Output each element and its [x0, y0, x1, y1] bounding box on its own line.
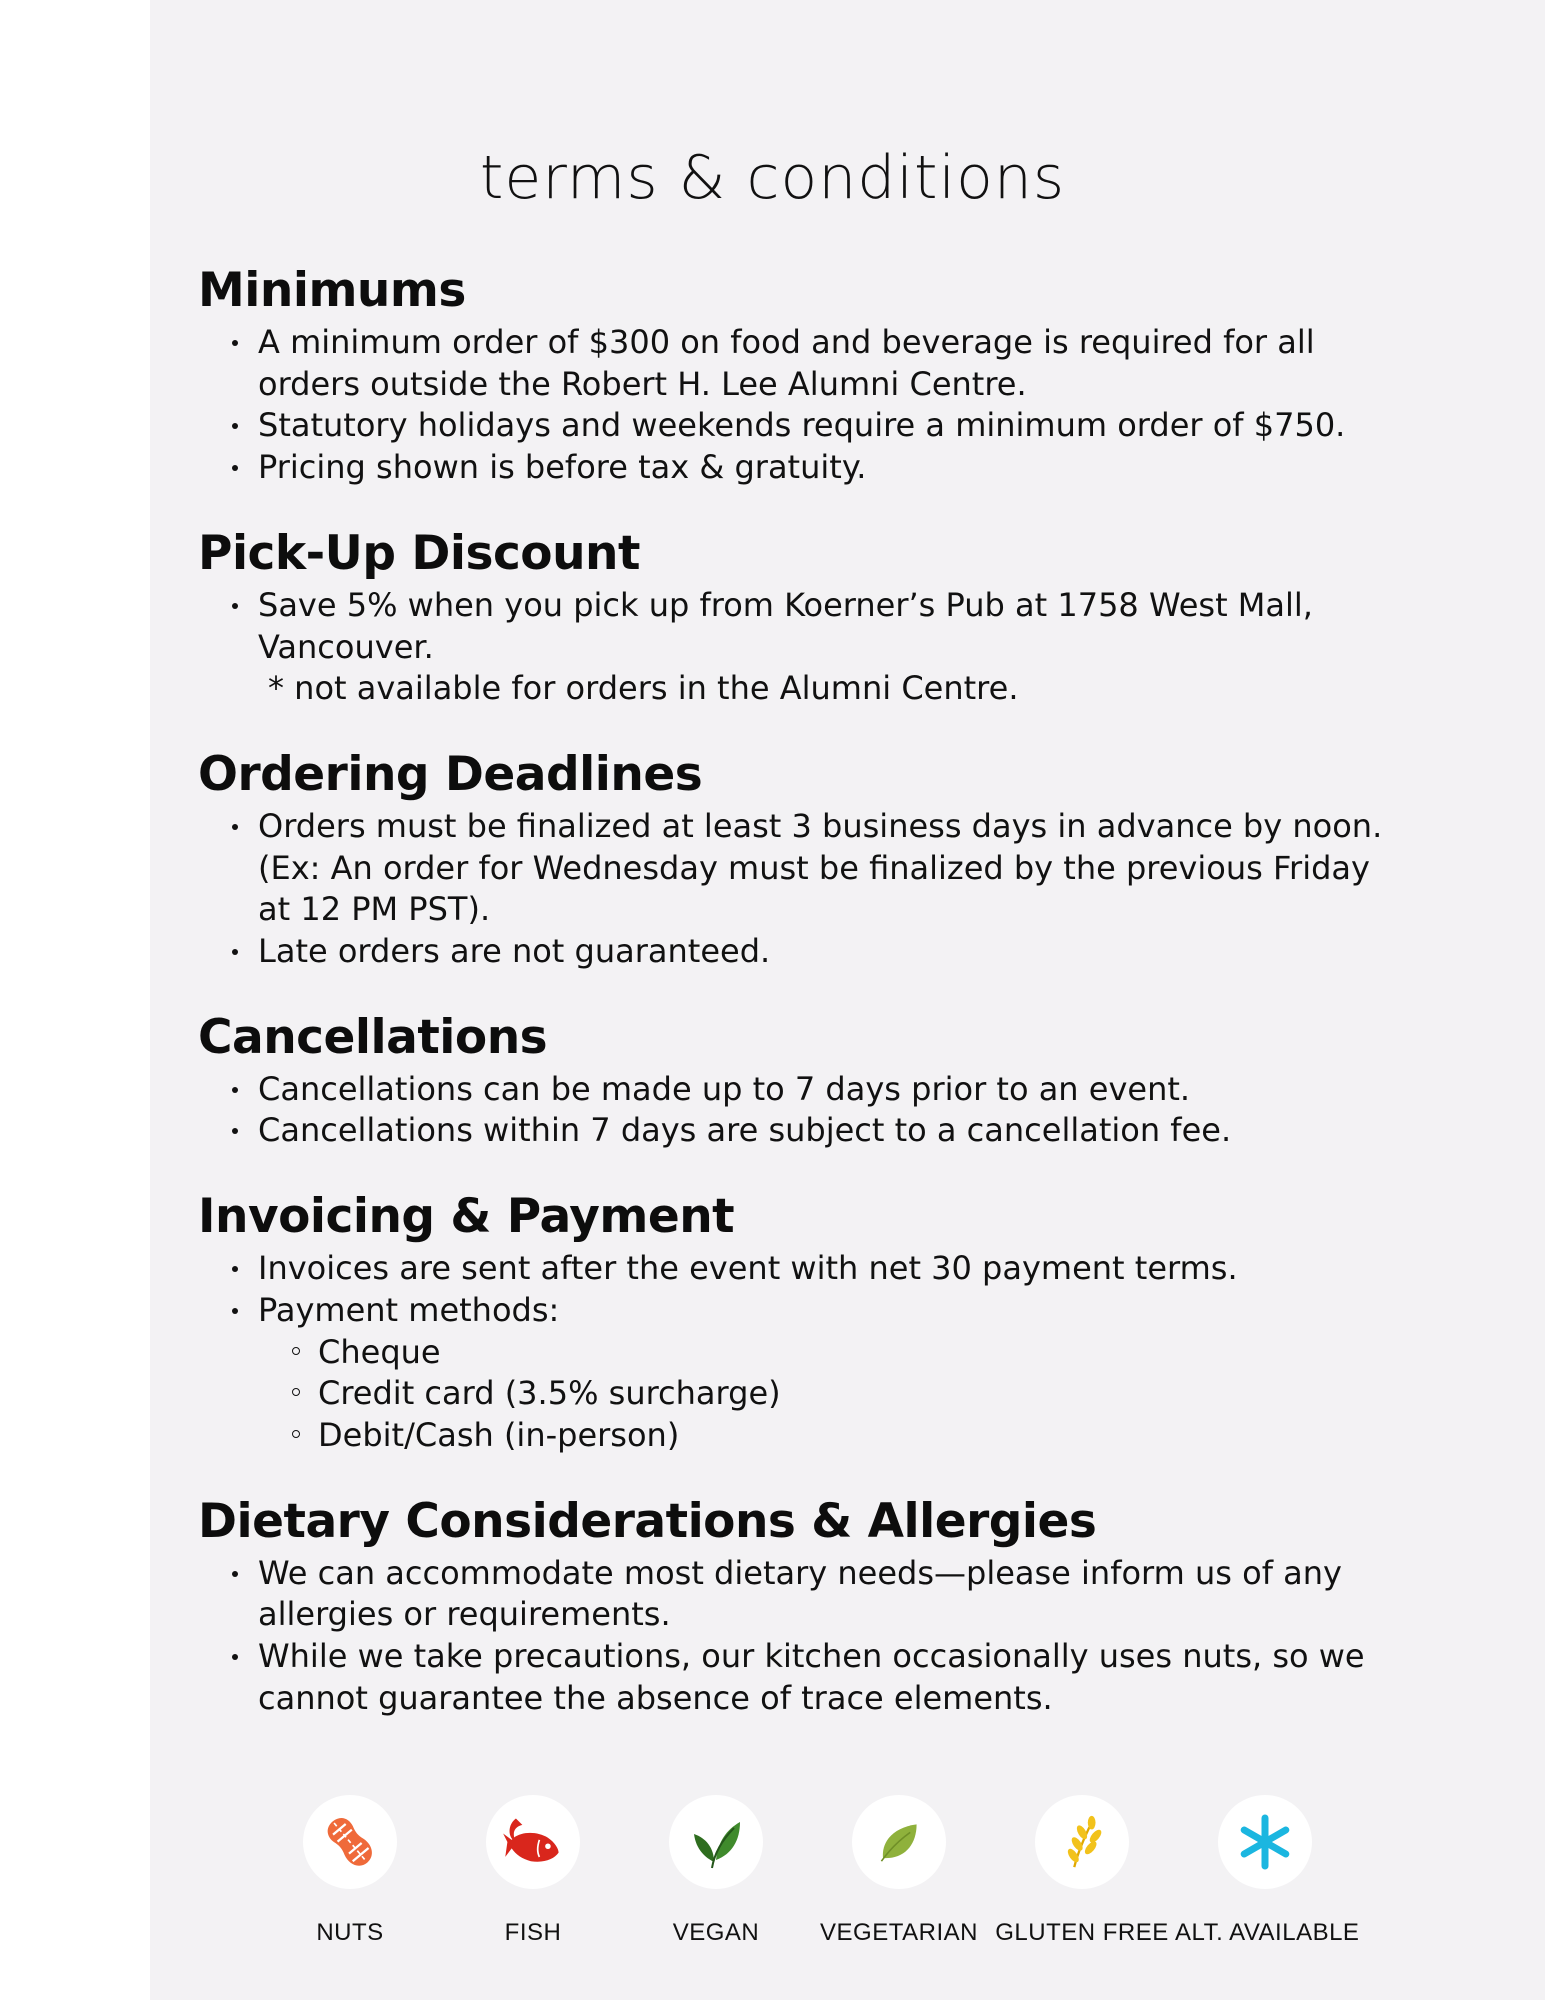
sub-list-item: Cheque: [318, 1332, 1388, 1374]
list-item: While we take precautions, our kitchen occasionally uses nuts, so we cannot guarantee the absence of trace elements.: [258, 1636, 1398, 1719]
legend-label: VEGETARIAN: [820, 1919, 978, 1946]
bullet-list: [198, 322, 1398, 489]
bullet-list: [198, 585, 1398, 668]
section-heading: Pick-Up Discount: [198, 525, 640, 581]
section-invoicing-payment: [198, 1188, 1398, 1457]
bullet-list: [198, 806, 1398, 973]
section-heading: Ordering Deadlines: [198, 746, 703, 802]
asterisk-icon: [1218, 1795, 1312, 1889]
legend-item-fish: [443, 1795, 623, 1947]
leaves-icon: [669, 1795, 763, 1889]
section-pickup-discount: [198, 525, 1398, 710]
peanut-icon: [303, 1795, 397, 1889]
section-ordering-deadlines: [198, 746, 1398, 973]
sub-list-item: Debit/Cash (in-person): [318, 1415, 1388, 1457]
legend-item-vegetarian: [809, 1795, 989, 1947]
list-item: Pricing shown is before tax & gratuity.: [258, 447, 1398, 489]
legend-label: GLUTEN FREE: [995, 1919, 1169, 1946]
dietary-legend: [260, 1795, 1410, 1945]
section-cancellations: [198, 1009, 1398, 1152]
legend-item-alt-available: [1175, 1795, 1360, 1947]
section-heading: Invoicing & Payment: [198, 1189, 735, 1245]
payment-methods-list: [258, 1332, 1388, 1457]
leaf-icon: [852, 1795, 946, 1889]
list-item: Cancellations can be made up to 7 days prior to an event.: [258, 1069, 1398, 1111]
section-heading: Cancellations: [198, 1009, 548, 1065]
list-item: Late orders are not guaranteed.: [258, 931, 1398, 973]
wheat-icon: [1035, 1795, 1129, 1889]
section-heading: Minimums: [198, 263, 466, 318]
list-item-label: Payment methods:: [258, 1290, 560, 1329]
bullet-list: [198, 1553, 1398, 1720]
legend-label: VEGAN: [672, 1919, 760, 1946]
bullet-list: [198, 1248, 1398, 1457]
page-title: terms & conditions: [479, 143, 1066, 213]
list-item: Cancellations within 7 days are subject to a cancellation fee.: [258, 1110, 1398, 1152]
section-heading: Dietary Considerations & Allergies: [198, 1493, 1097, 1549]
list-item: Orders must be finalized at least 3 business days in advance by noon. (Ex: An order for Wednesday must be finalized by the previous Friday at 12 PM PST).: [258, 806, 1398, 931]
footnote: * not available for orders in the Alumni Centre.: [268, 669, 1019, 708]
list-item: Statutory holidays and weekends require a minimum order of $750.: [258, 405, 1398, 447]
terms-content: [198, 262, 1398, 1755]
legend-item-vegan: [626, 1795, 806, 1947]
section-minimums: [198, 262, 1398, 489]
legend-label: FISH: [504, 1919, 562, 1946]
legend-item-gluten-free: [992, 1795, 1172, 1947]
list-item: Invoices are sent after the event with net 30 payment terms.: [258, 1248, 1398, 1290]
list-item: [258, 1290, 1398, 1457]
section-dietary-allergies: [198, 1493, 1398, 1720]
sub-list-item: Credit card (3.5% surcharge): [318, 1373, 1388, 1415]
legend-label: ALT. AVAILABLE: [1175, 1919, 1360, 1946]
legend-item-nuts: [260, 1795, 440, 1947]
bullet-list: [198, 1069, 1398, 1152]
list-item: Save 5% when you pick up from Koerner’s Pub at 1758 West Mall, Vancouver.: [258, 585, 1398, 668]
list-item: A minimum order of $300 on food and beverage is required for all orders outside the Robert H. Lee Alumni Centre.: [258, 322, 1398, 405]
legend-label: NUTS: [316, 1919, 384, 1946]
fish-icon: [486, 1795, 580, 1889]
list-item: We can accommodate most dietary needs—please inform us of any allergies or requirements.: [258, 1553, 1398, 1636]
